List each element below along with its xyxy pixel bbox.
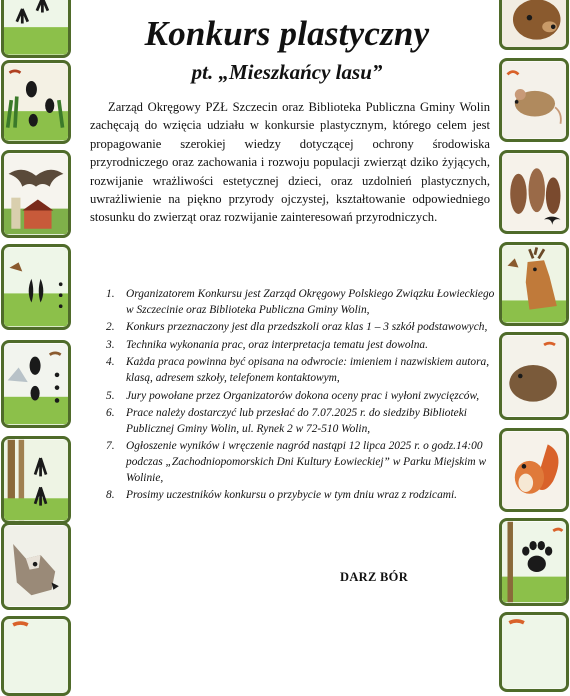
list-item-number: 1. bbox=[106, 288, 115, 300]
tile-mouse bbox=[499, 58, 569, 142]
tile-roe-deer bbox=[499, 242, 569, 326]
paw-print-icon bbox=[502, 521, 566, 603]
list-item bbox=[106, 320, 498, 336]
list-item-text: Jury powołane przez Organizatorów dokona oceny prac i wyłoni zwycięzców, bbox=[126, 389, 480, 402]
bat-icon bbox=[4, 153, 68, 235]
tile-bat bbox=[1, 150, 71, 238]
bats-icon bbox=[502, 153, 566, 231]
deer-tracks-icon bbox=[4, 439, 68, 521]
list-item-number: 3. bbox=[106, 338, 115, 351]
list-item-number: 7. bbox=[106, 440, 115, 453]
tile-squirrel bbox=[499, 428, 569, 512]
roe-deer-icon bbox=[502, 245, 566, 323]
signature-greeting: DARZ BÓR bbox=[340, 570, 409, 584]
poster-content bbox=[82, 0, 495, 635]
beaver-icon bbox=[502, 335, 566, 417]
list-item-text: Każda praca powinna być opisana na odwrocie: imieniem i nazwiskiem autora, klasą, adresem szkoły, telefonem kontaktowym, bbox=[126, 356, 490, 384]
list-item-text: Organizatorem Konkursu jest Zarząd Okręgowy Polskiego Związku Łowieckiego w Szczecinie oraz Biblioteka Publiczna Gminy Wolin, bbox=[126, 288, 495, 316]
right-decorative-border bbox=[494, 0, 570, 635]
list-item-number: 8. bbox=[106, 489, 115, 502]
list-item bbox=[106, 488, 498, 504]
rabbit-tracks-icon bbox=[4, 343, 68, 425]
tile-hoof-tracks bbox=[1, 244, 71, 330]
tile-wolf bbox=[1, 522, 71, 610]
tile-deer-tracks bbox=[1, 436, 71, 524]
list-item bbox=[106, 389, 498, 405]
tile-rabbit-tracks bbox=[1, 340, 71, 428]
rules-list bbox=[106, 287, 498, 506]
tile-bats bbox=[499, 150, 569, 234]
track-icon bbox=[4, 619, 68, 693]
tile-track bbox=[1, 616, 71, 696]
list-item-text: Konkurs przeznaczony jest dla przedszkoli oraz klas 1 – 3 szkół podstawowych, bbox=[126, 321, 488, 334]
poster-title: Konkurs plastyczny bbox=[144, 14, 430, 53]
tile-animal bbox=[499, 612, 569, 692]
intro-paragraph: Zarząd Okręgowy PZŁ Szczecin oraz Biblioteka Publiczna Gminy Wolin zachęcają do wzięcia udziału w konkursie plastycznym, którego celem jest propagowanie szerokiej wiedzy dotyczącej ochrony środowiska przyrodniczego oraz zachowania i rozwoju populacji zwierząt dziko żyjących, rozwijanie wrażliwości estetycznej dzieci, oraz uzdolnień plastycznych, uwrażliwienie na piękno przyrody ojczystej, kształtowanie odpowiedniego stosunku do zwierząt oraz rozwijanie zainteresowań przyrodniczych. bbox=[90, 100, 490, 225]
tile-beaver bbox=[499, 332, 569, 420]
animal-icon bbox=[502, 615, 566, 689]
hoof-tracks-icon bbox=[4, 247, 68, 327]
tile-bird-tracks bbox=[1, 0, 71, 58]
list-item-number: 5. bbox=[106, 389, 115, 402]
bear-icon bbox=[502, 0, 566, 47]
left-decorative-border bbox=[0, 0, 76, 635]
list-item bbox=[106, 338, 498, 354]
list-item bbox=[106, 406, 498, 437]
wolf-icon bbox=[4, 525, 68, 607]
mouse-icon bbox=[502, 61, 566, 139]
list-item-number: 4. bbox=[106, 356, 115, 369]
tile-bear bbox=[499, 0, 569, 50]
paw-tracks-icon bbox=[4, 63, 68, 141]
list-item bbox=[106, 287, 498, 318]
tile-paw-print bbox=[499, 518, 569, 606]
list-item-text: Technika wykonania prac, oraz interpretacja tematu jest dowolna. bbox=[126, 338, 428, 351]
list-item bbox=[106, 439, 498, 486]
list-item-text: Prosimy uczestników konkursu o przybycie w tym dniu wraz z rodzicami. bbox=[126, 489, 458, 502]
bird-tracks-icon bbox=[4, 0, 68, 55]
tile-paw-tracks bbox=[1, 60, 71, 144]
squirrel-icon bbox=[502, 431, 566, 509]
list-item-text: Ogłoszenie wyników i wręczenie nagród nastąpi 12 lipca 2025 r. o godz.14:00 podczas „Zachodniopomorskich Dni Kultury Łowieckiej” w Parku Miejskim w Wolinie, bbox=[126, 440, 487, 484]
list-item bbox=[106, 355, 498, 386]
list-item-number: 6. bbox=[106, 407, 115, 420]
list-item-text: Prace należy dostarczyć lub przesłać do 7.07.2025 r. do siedziby Biblioteki Publicznej Gminy Wolin, ul. Rynek 2 w 72-510 Wolin, bbox=[126, 407, 467, 435]
poster-subtitle: pt. „Mieszkańcy lasu” bbox=[191, 60, 383, 84]
list-item-number: 2. bbox=[106, 321, 115, 334]
